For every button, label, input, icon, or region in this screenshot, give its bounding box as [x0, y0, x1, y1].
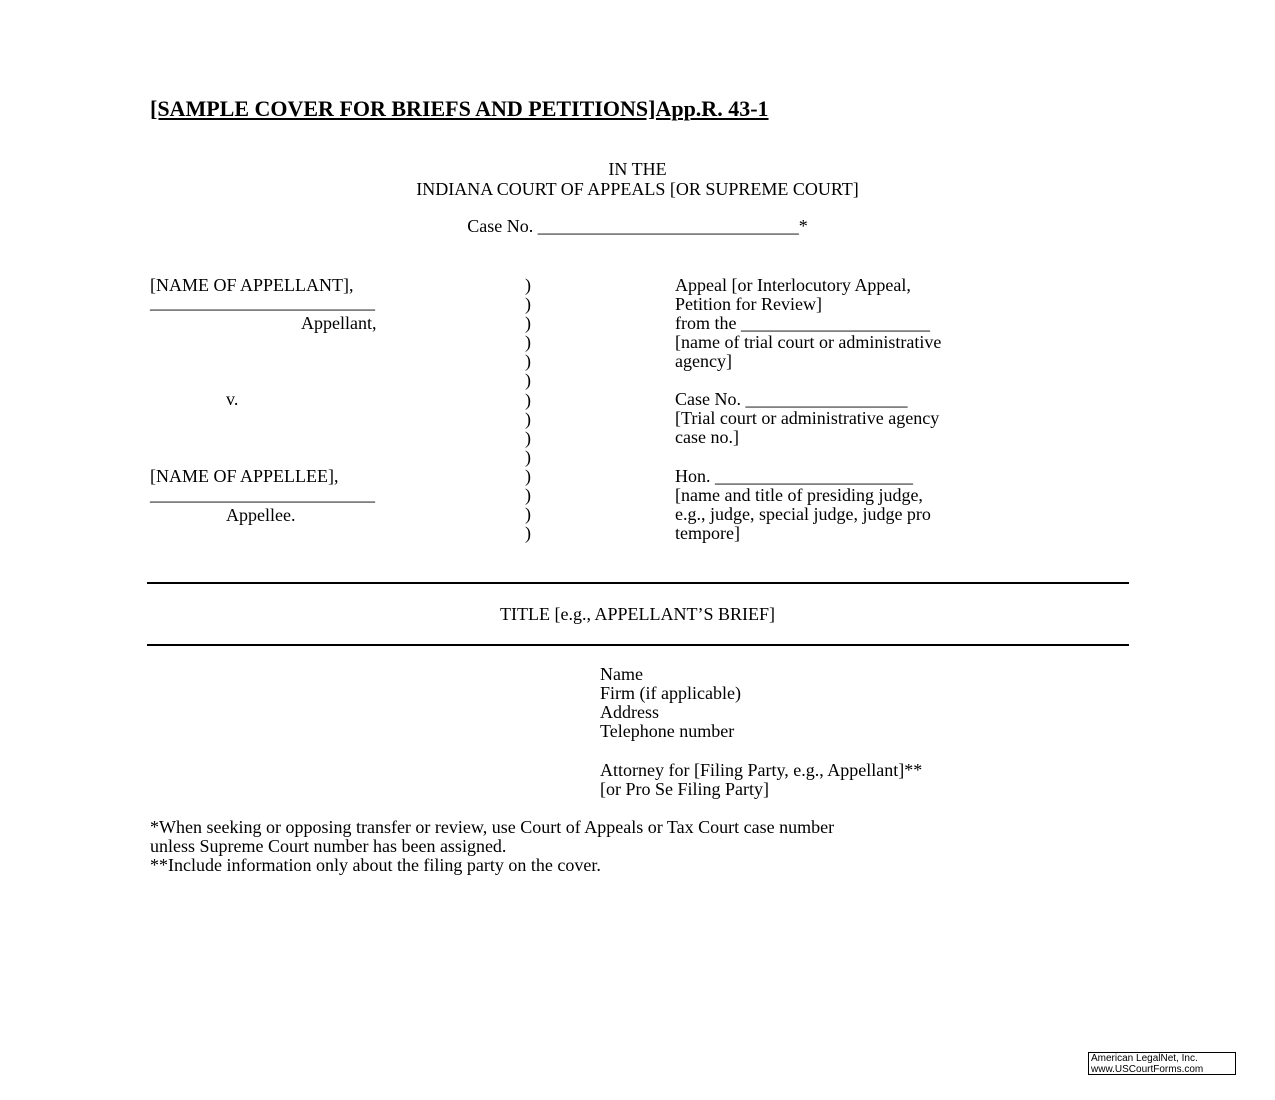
- footnotes: [150, 818, 834, 875]
- divider-paren: ): [525, 446, 531, 467]
- publisher-stamp: [1088, 1052, 1236, 1075]
- appellant-blank: _________________________: [150, 292, 375, 312]
- divider-paren: ): [525, 427, 531, 448]
- divider-paren: ): [525, 370, 531, 391]
- caption-right-judge: [675, 467, 931, 543]
- attorney-address: Address: [600, 702, 659, 723]
- appeal-line: agency]: [675, 351, 732, 372]
- case-number-line: Case No. _____________________________*: [467, 216, 808, 236]
- document-heading: [SAMPLE COVER FOR BRIEFS AND PETITIONS]App.R. 43-1: [150, 96, 769, 121]
- divider-paren: ): [525, 504, 531, 525]
- judge-line: [name and title of presiding judge,: [675, 485, 923, 506]
- trial-case-line: Case No. __________________: [675, 389, 908, 409]
- judge-line: tempore]: [675, 523, 740, 544]
- caption-right-appeal: [675, 276, 941, 371]
- trial-case-line: [Trial court or administrative agency: [675, 408, 940, 429]
- attorney-firm: Firm (if applicable): [600, 683, 741, 704]
- divider-paren: ): [525, 313, 531, 334]
- court-line-1: IN THE: [608, 159, 667, 179]
- appellee-blank: _________________________: [150, 484, 375, 504]
- footnote-1-line-1: *When seeking or opposing transfer or review, use Court of Appeals or Tax Court case number: [150, 817, 835, 837]
- judge-line: Hon. ______________________: [675, 466, 913, 486]
- appellee-name: [NAME OF APPELLEE],: [150, 466, 339, 486]
- divider-paren: ): [525, 408, 531, 429]
- judge-line: e.g., judge, special judge, judge pro: [675, 504, 931, 525]
- footnote-2: **Include information only about the filing party on the cover.: [150, 855, 601, 876]
- attorney-for-block: [600, 761, 922, 799]
- caption-divider: [525, 276, 531, 543]
- divider-paren: ): [525, 332, 531, 353]
- appellee-label: Appellee.: [226, 505, 296, 525]
- title-top-rule: [147, 582, 1129, 584]
- trial-case-line: case no.]: [675, 427, 739, 448]
- stamp-line-1: American LegalNet, Inc.: [1091, 1053, 1198, 1064]
- divider-paren: ): [525, 294, 531, 315]
- attorney-name: Name: [600, 664, 643, 684]
- divider-paren: ): [525, 485, 531, 506]
- attorney-for: Attorney for [Filing Party, e.g., Appellant]**: [600, 760, 923, 780]
- document-title: TITLE [e.g., APPELLANT’S BRIEF]: [500, 604, 775, 624]
- divider-paren: ): [525, 389, 531, 410]
- title-bottom-rule: [147, 644, 1129, 646]
- divider-paren: ): [525, 465, 531, 486]
- attorney-block: [600, 665, 741, 741]
- footnote-1-line-2: unless Supreme Court number has been assigned.: [150, 836, 507, 857]
- appellant-name: [NAME OF APPELLANT],: [150, 275, 354, 295]
- attorney-telephone: Telephone number: [600, 721, 735, 742]
- stamp-line-2: www.USCourtForms.com: [1091, 1064, 1204, 1075]
- divider-paren: ): [525, 523, 531, 544]
- appeal-line: [name of trial court or administrative: [675, 332, 942, 353]
- divider-paren: ): [525, 275, 531, 295]
- divider-paren: ): [525, 351, 531, 372]
- court-line-2: INDIANA COURT OF APPEALS [OR SUPREME COURT]: [416, 179, 859, 199]
- caption-right-trial-case: [675, 390, 939, 447]
- attorney-pro-se: [or Pro Se Filing Party]: [600, 779, 769, 800]
- appeal-line: Appeal [or Interlocutory Appeal,: [675, 275, 911, 295]
- versus: v.: [226, 389, 239, 409]
- appellant-label: Appellant,: [301, 313, 377, 333]
- appeal-line: Petition for Review]: [675, 294, 822, 315]
- appeal-line: from the _____________________: [675, 313, 930, 334]
